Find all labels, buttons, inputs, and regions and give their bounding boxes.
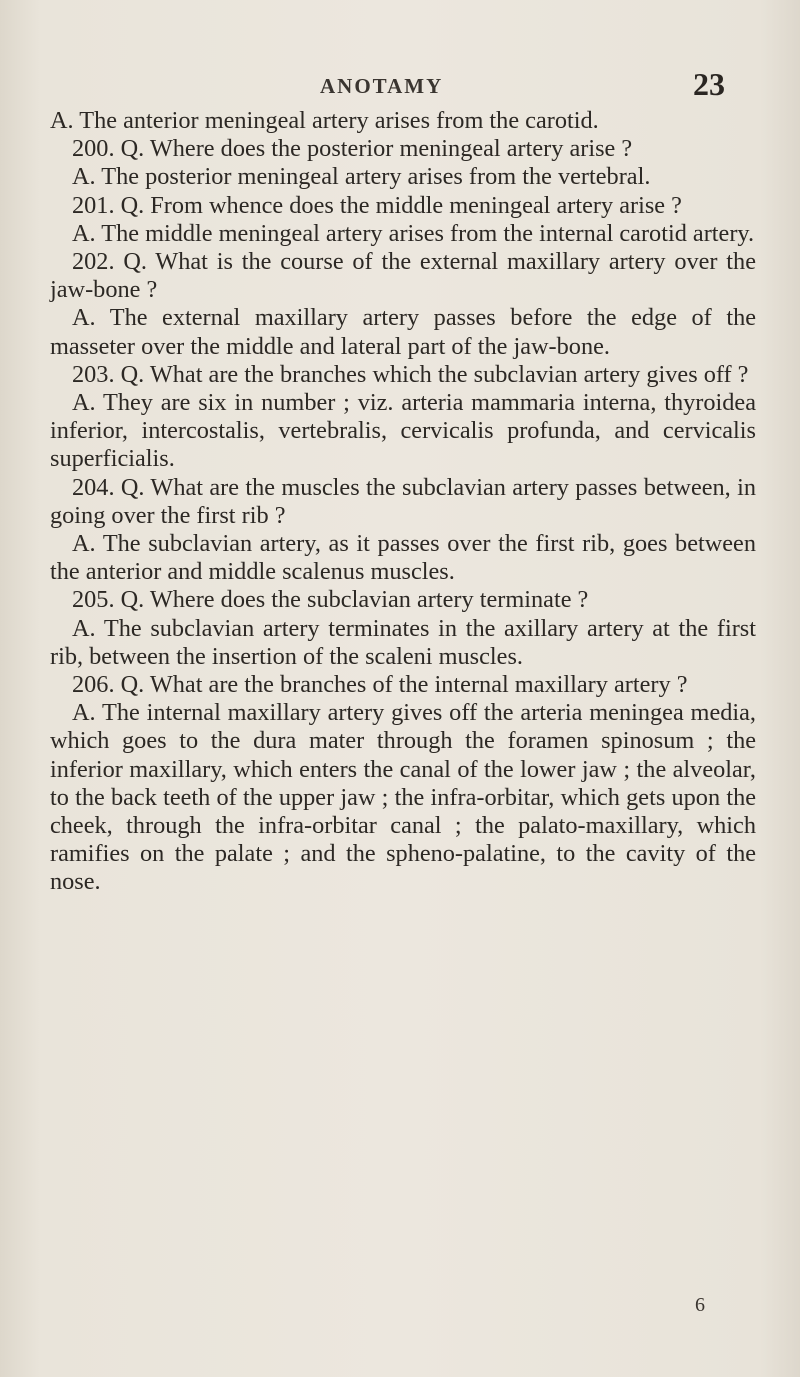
answer-paragraph: A. The anterior meningeal artery arises from the carotid. <box>50 107 599 134</box>
answer-paragraph: A. The external maxillary artery passes before the edge of the masseter over the middle and lateral part of the jaw-bone. <box>50 304 756 360</box>
answer-paragraph: A. The subclavian artery terminates in the axillary artery at the first rib, between the insertion of the scaleni muscles. <box>50 614 756 670</box>
page-body <box>50 107 756 897</box>
answer-paragraph: A. The subclavian artery, as it passes over the first rib, goes between the anterior and middle scalenus muscles. <box>50 530 756 586</box>
answer-paragraph: A. The posterior meningeal artery arises from the vertebral. <box>72 163 651 191</box>
answer-paragraph: A. The middle meningeal artery arises from the internal carotid artery. <box>72 219 755 247</box>
answer-paragraph: A. They are six in number ; viz. arteria mammaria interna, thyroidea inferior, intercostalis, vertebralis, cervicalis profunda, and cervicalis superficialis. <box>50 389 756 473</box>
answer-paragraph: A. The internal maxillary artery gives off the arteria meningea media, which goes to the dura mater through the foramen spinosum ; the inferior maxillary, which enters the canal of the lower jaw ; the alveolar, to the back teeth of the upper jaw ; the infra-orbitar, which gets upon the cheek, through the infra-orbitar canal ; the palato-maxillary, which ramifies on the palate ; and the spheno-palatine, to the cavity of the nose. <box>50 699 756 896</box>
page-number: 23 <box>693 66 725 102</box>
signature-mark: 6 <box>695 1294 705 1316</box>
question-paragraph: 204. Q. What are the muscles the subclavian artery passes between, in going over the first rib ? <box>50 473 756 529</box>
question-paragraph: 201. Q. From whence does the middle meningeal artery arise ? <box>72 191 682 219</box>
page-header <box>0 66 800 100</box>
question-paragraph: 203. Q. What are the branches which the subclavian artery gives off ? <box>72 360 749 388</box>
question-paragraph: 206. Q. What are the branches of the internal maxillary artery ? <box>72 671 688 699</box>
question-paragraph: 200. Q. Where does the posterior meningeal artery arise ? <box>72 135 633 163</box>
running-head: ANOTAMY <box>320 74 444 98</box>
question-paragraph: 202. Q. What is the course of the external maxillary artery over the jaw-bone ? <box>50 248 756 304</box>
question-paragraph: 205. Q. Where does the subclavian artery terminate ? <box>72 586 589 614</box>
